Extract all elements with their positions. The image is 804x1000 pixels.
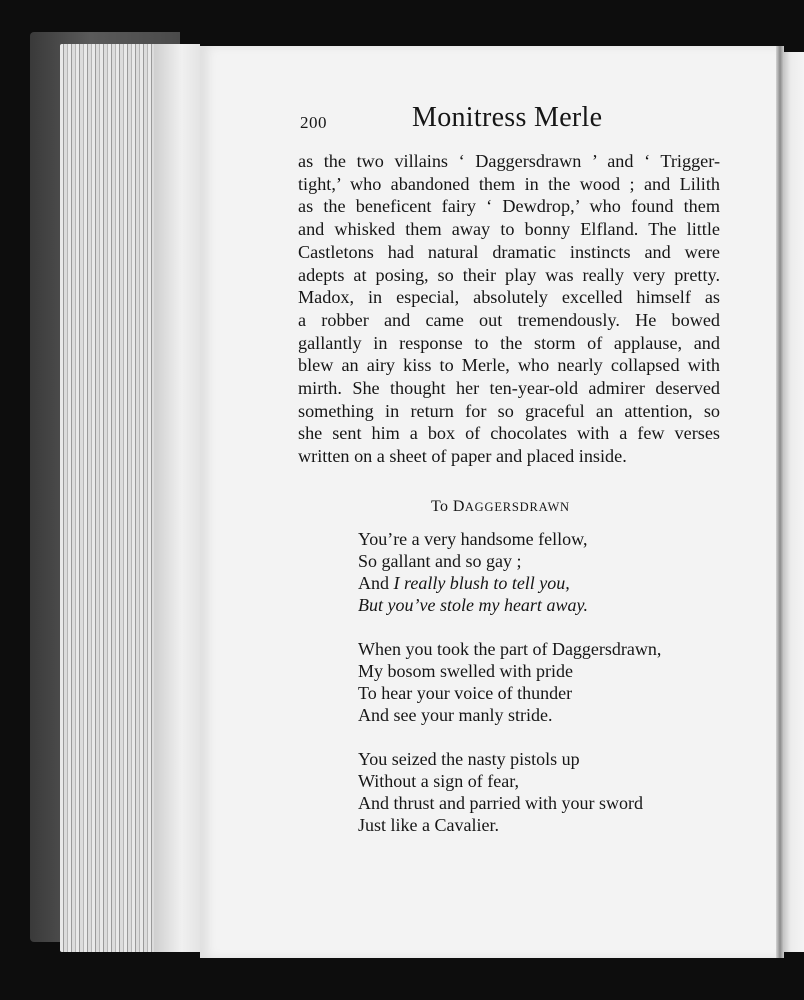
poem-verse-italic: I really blush to tell you,	[393, 572, 570, 593]
prose-line: and whisked them away to bonny Elfland. The little	[298, 219, 720, 240]
prose-line: blew an airy kiss to Merle, who nearly collapsed with	[298, 355, 720, 376]
poem-verse: My bosom swelled with pride	[358, 660, 573, 681]
page-number: 200	[300, 113, 327, 132]
book-page	[200, 46, 778, 958]
page-stack-edges	[60, 44, 200, 952]
poem-verse: To hear your voice of thunder	[358, 682, 573, 703]
page-gutter	[776, 46, 784, 958]
poem-title	[431, 498, 720, 516]
poem-verse: You seized the nasty pistols up	[358, 748, 580, 769]
poem-verse: And thrust and parried with your sword	[358, 792, 643, 813]
poem-verse: So gallant and so gay ;	[358, 550, 522, 571]
running-title: Monitress Merle	[412, 102, 603, 133]
poem-stanza	[358, 748, 720, 836]
prose-line: a robber and came out tremendously. He bowed	[298, 309, 720, 330]
prose-line: she sent him a box of chocolates with a few verses	[298, 423, 720, 444]
prose-line: Madox, in especial, absolutely excelled himself as	[298, 287, 720, 308]
prose-line: tight,’ who abandoned them in the wood ; and Lilith	[298, 173, 720, 194]
facing-page-edge	[782, 52, 804, 952]
prose-line: as the beneficent fairy ‘ Dewdrop,’ who found them	[298, 196, 720, 217]
poem-verse: Just like a Cavalier.	[358, 814, 499, 835]
prose-line: written on a sheet of paper and placed inside.	[298, 446, 627, 467]
prose-line: gallantly in response to the storm of applause, and	[298, 332, 720, 353]
poem-verse: When you took the part of Daggersdrawn,	[358, 638, 662, 659]
page-content	[298, 102, 720, 858]
prose-line: as the two villains ‘ Daggersdrawn ’ and ‘ Trigger-	[298, 151, 720, 171]
prose-line: Castletons had natural dramatic instincts and were	[298, 241, 720, 262]
poem-verse-roman: And	[358, 572, 394, 593]
poem-verse	[358, 572, 720, 594]
poem	[358, 528, 720, 836]
poem-verse: You’re a very handsome fellow,	[358, 528, 588, 549]
poem-verse: Without a sign of fear,	[358, 770, 520, 791]
prose-line: mirth. She thought her ten-year-old admirer deserved	[298, 378, 720, 399]
poem-stanza	[358, 638, 720, 726]
running-head	[298, 102, 720, 142]
poem-title-rest: AGGERSDRAWN	[464, 499, 570, 514]
poem-title-prefix: To	[431, 497, 449, 515]
poem-verse: But you’ve stole my heart away.	[358, 594, 588, 615]
poem-title-initial: D	[452, 497, 465, 515]
prose-line: something in return for so graceful an attention, so	[298, 400, 720, 421]
prose-paragraph	[298, 150, 720, 468]
poem-stanza	[358, 528, 720, 616]
poem-verse: And see your manly stride.	[358, 704, 553, 725]
prose-line: adepts at posing, so their play was really very pretty.	[298, 264, 720, 285]
